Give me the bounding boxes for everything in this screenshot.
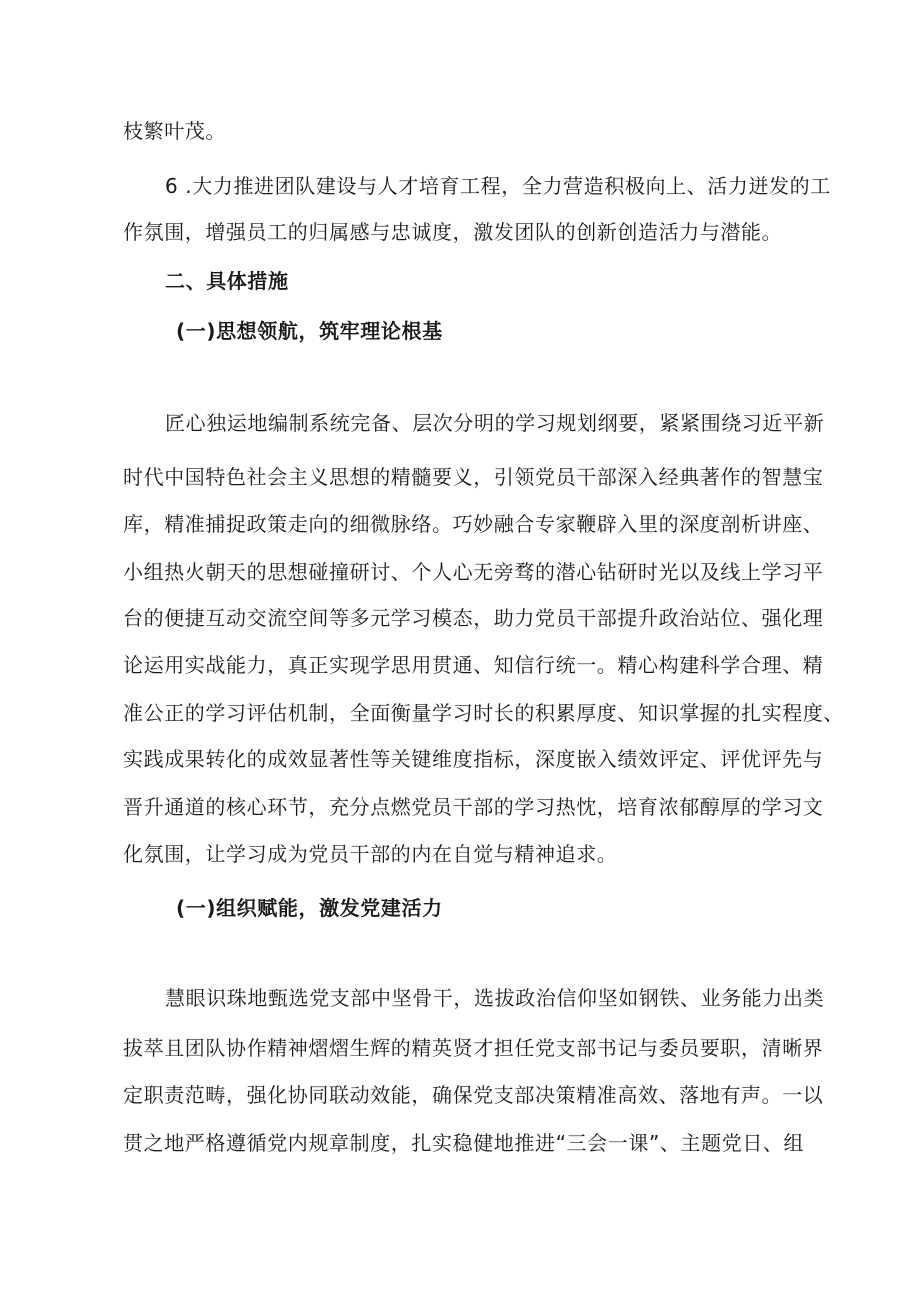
paragraph-line: 定职责范畴，强化协同联动效能，确保党支部决策精准高效、落地有声。一以 (123, 1083, 824, 1107)
paragraph-line: 库，精准捕捉政策走向的细微脉络。巧妙融合专家鞭辟入里的深度剖析讲座、 (123, 512, 824, 536)
section-heading: 二、具体措施 (165, 269, 289, 293)
paragraph-line: 论运用实战能力，真正实现学思用贯通、知信行统一。精心构建科学合理、精 (123, 653, 824, 677)
text-line: 枝繁叶茂。 (123, 119, 226, 143)
paragraph-line: 时代中国特色社会主义思想的精髓要义，引领党员干部深入经典著作的智慧宝 (123, 465, 824, 489)
subsection-heading-1: (一)思想领航，筑牢理论根基 (176, 319, 443, 343)
paragraph-line: 匠心独运地编制系统完备、层次分明的学习规划纲要，紧紧围绕习近平新 (165, 411, 825, 435)
list-item-6-line-2: 作氛围，增强员工的归属感与忠诚度，激发团队的创新创造活力与潜能。 (123, 220, 783, 244)
paragraph-line: 台的便捷互动交流空间等多元学习模态，助力党员干部提升政治站位、强化理 (123, 606, 824, 630)
paragraph-line: 准公正的学习评估机制，全面衡量学习时长的积累厚度、知识掌握的扎实程度、 (123, 701, 844, 725)
paragraph-line: 贯之地严格遵循党内规章制度，扎实稳健地推进“三会一课”、主题党日、组 (123, 1131, 805, 1155)
paragraph-line: 实践成果转化的成效显著性等关键维度指标，深度嵌入绩效评定、评优评先与 (123, 747, 824, 771)
paragraph-line: 化氛围，让学习成为党员干部的内在自觉与精神追求。 (123, 842, 618, 866)
paragraph-line: 拔萃且团队协作精神熠熠生辉的精英贤才担任党支部书记与委员要职，清晰界 (123, 1036, 824, 1060)
paragraph-line: 晋升通道的核心环节，充分点燃党员干部的学习热忱，培育浓郁醇厚的学习文 (123, 795, 824, 819)
paragraph-line: 慧眼识珠地甄选党支部中坚骨干，选拔政治信仰坚如钢铁、业务能力出类 (165, 986, 825, 1010)
paragraph-line: 小组热火朝天的思想碰撞研讨、个人心无旁骛的潜心钻研时光以及线上学习平 (123, 560, 824, 584)
subsection-heading-2: (一)组织赋能，激发党建活力 (176, 896, 443, 920)
list-item-6-line-1: 6 .大力推进团队建设与人才培育工程，全力营造积极向上、活力迸发的工 (165, 174, 831, 198)
